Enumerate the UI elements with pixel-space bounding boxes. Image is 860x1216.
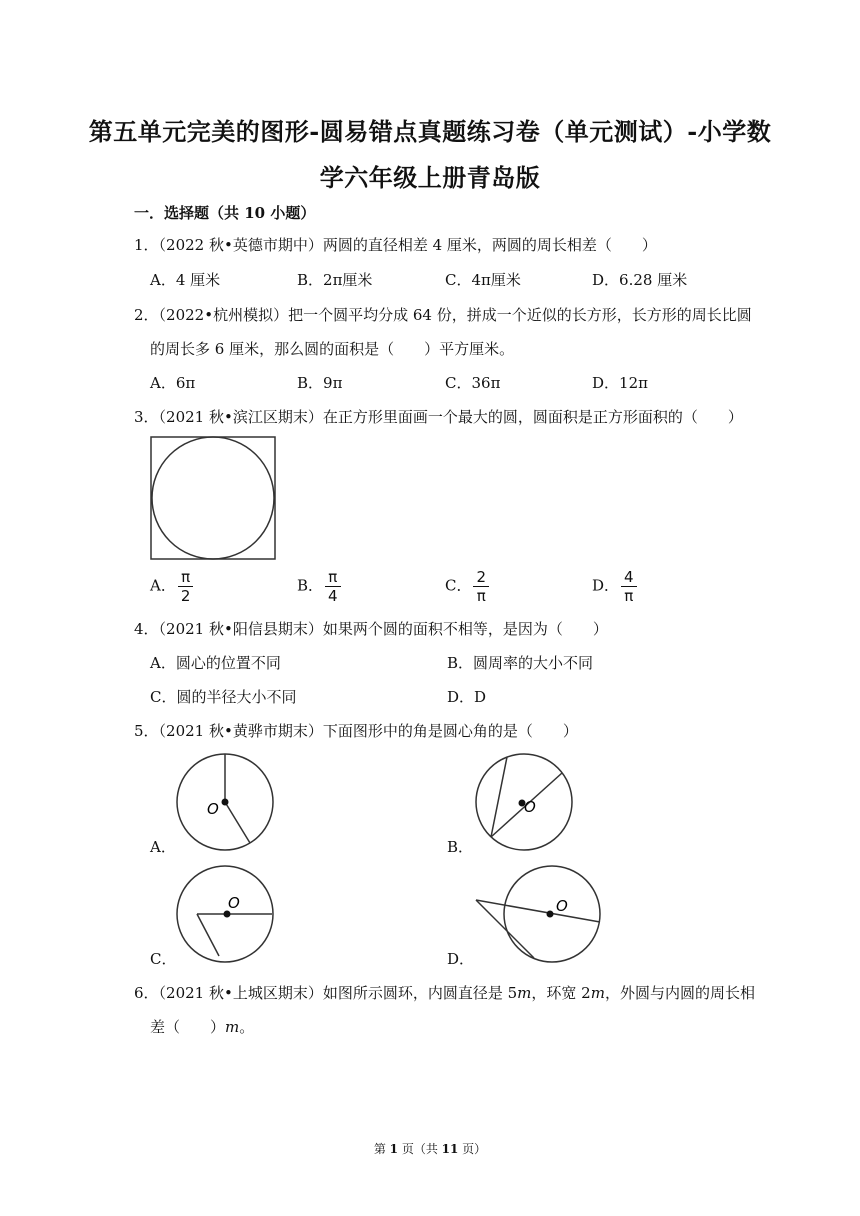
fraction-numerator: π xyxy=(325,568,341,587)
q4-option-d: D．D xyxy=(447,688,487,706)
question-6-stem-line1 xyxy=(134,982,755,1003)
question-3-stem: 3．（2021 秋•滨江区期末）在正方形里面画一个最大的圆，圆面积是正方形面积的（ ） xyxy=(134,408,743,426)
q3-option-a-letter: A． xyxy=(150,576,176,595)
q6-text: ，环宽 2 xyxy=(531,984,591,1002)
page-title-line1: 第五单元完美的图形-圆易错点真题练习卷（单元测试）-小学数 xyxy=(88,117,772,146)
question-4-stem: 4．（2021 秋•阳信县期末）如果两个圆的面积不相等，是因为（ ） xyxy=(134,620,608,638)
fraction-denominator: π xyxy=(624,587,634,605)
center-label: O xyxy=(228,894,240,912)
q6-text: 差（ ） xyxy=(150,1018,226,1036)
q3-option-d-fraction xyxy=(621,568,637,605)
q4-option-a: A．圆心的位置不同 xyxy=(150,654,281,672)
q3-option-c-letter: C． xyxy=(445,576,472,595)
q3-option-b-letter: B． xyxy=(297,576,324,595)
q1-option-c: C．4π厘米 xyxy=(445,271,521,289)
current-page-number: 1 xyxy=(389,1142,398,1156)
inscribed-circle xyxy=(152,437,274,559)
fraction-numerator: 4 xyxy=(621,568,637,587)
page-title-line2: 学六年级上册青岛版 xyxy=(319,163,541,192)
section-heading: 一．选择题（共 10 小题） xyxy=(134,204,316,222)
unit-m: m xyxy=(517,984,532,1002)
center-label: O xyxy=(207,800,219,818)
q2-option-b: B．9π xyxy=(297,374,343,392)
square-inscribed-circle-figure xyxy=(150,436,278,562)
footer-text: 第 xyxy=(373,1142,390,1156)
q6-text: 6．（2021 秋•上城区期末）如图所示圆环，内圆直径是 5 xyxy=(134,984,518,1002)
radius-line xyxy=(225,802,250,843)
q2-option-c: C．36π xyxy=(445,374,501,392)
q5-figure-d xyxy=(474,862,604,966)
total-pages-number: 11 xyxy=(441,1142,459,1156)
q3-option-d-letter: D． xyxy=(592,576,620,595)
q3-option-a xyxy=(150,568,193,605)
center-point xyxy=(222,799,229,806)
footer-text: 页（共 xyxy=(398,1142,442,1156)
q5-option-b: B． xyxy=(447,838,474,856)
fraction-numerator: π xyxy=(178,568,194,587)
question-2-stem-line1: 2．（2022•杭州模拟）把一个圆平均分成 64 份，拼成一个近似的长方形，长方形的周长比圆 xyxy=(134,306,752,324)
question-6-stem-line2 xyxy=(150,1016,254,1037)
q3-option-d xyxy=(592,568,637,605)
q5-figure-b xyxy=(474,752,574,852)
fraction-denominator: 4 xyxy=(328,587,338,605)
q1-option-a: A．4 厘米 xyxy=(150,271,221,289)
q5-option-a: A． xyxy=(150,838,176,856)
q5-option-d: D． xyxy=(447,950,475,968)
center-label: O xyxy=(556,897,568,915)
q2-option-a: A．6π xyxy=(150,374,196,392)
fraction-numerator: 2 xyxy=(473,568,489,587)
question-2-stem-line2: 的周长多 6 厘米，那么圆的面积是（ ）平方厘米。 xyxy=(150,340,515,358)
q6-text: 。 xyxy=(239,1018,255,1036)
page-footer xyxy=(0,1140,860,1157)
unit-m: m xyxy=(225,1018,240,1036)
fraction-denominator: π xyxy=(476,587,486,605)
q4-option-c: C．圆的半径大小不同 xyxy=(150,688,297,706)
center-point xyxy=(547,911,554,918)
question-1-stem: 1．（2022 秋•英德市期中）两圆的直径相差 4 厘米，两圆的周长相差（ ） xyxy=(134,236,657,254)
q3-option-c xyxy=(445,568,489,605)
q3-option-b xyxy=(297,568,341,605)
q5-figure-c xyxy=(175,864,275,964)
fraction-denominator: 2 xyxy=(180,587,191,605)
q3-option-b-fraction xyxy=(325,568,341,605)
center-label: O xyxy=(524,798,536,816)
q1-option-d: D．6.28 厘米 xyxy=(592,271,688,289)
footer-text: 页） xyxy=(458,1142,487,1156)
unit-m: m xyxy=(590,984,605,1002)
q3-option-c-fraction xyxy=(473,568,489,605)
question-5-stem: 5．（2021 秋•黄骅市期末）下面图形中的角是圆心角的是（ ） xyxy=(134,722,578,740)
q3-option-a-fraction xyxy=(178,568,194,605)
ray-line xyxy=(197,914,219,956)
q5-option-c: C． xyxy=(150,950,177,968)
q2-option-d: D．12π xyxy=(592,374,648,392)
q4-option-b: B．圆周率的大小不同 xyxy=(447,654,594,672)
q6-text: ，外圆与内圆的周长相 xyxy=(604,984,755,1002)
q1-option-b: B．2π厘米 xyxy=(297,271,373,289)
q5-figure-a xyxy=(175,752,275,852)
